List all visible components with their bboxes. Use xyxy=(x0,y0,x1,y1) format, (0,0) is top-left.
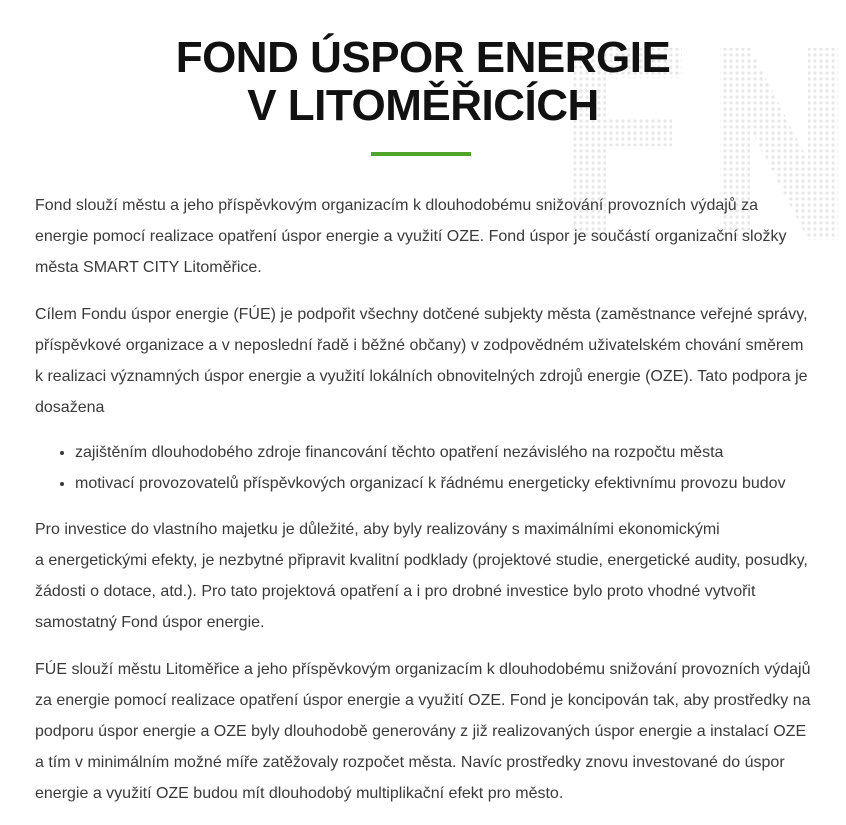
paragraph-intro xyxy=(35,190,815,283)
list-item-text: motivací provozovatelů příspěvkových organizací k řádnému energeticky efektivnímu provozu budov xyxy=(75,475,786,492)
text-line: energie a využití OZE budou mít dlouhodobý multiplikační efekt pro město. xyxy=(35,785,564,802)
page-title xyxy=(0,34,846,130)
text-line: města SMART CITY Litoměřice. xyxy=(35,259,262,276)
text-line: energie pomocí realizace opatření úspor energie a využití OZE. Fond úspor je součástí organizační složky xyxy=(35,228,787,245)
text-line: podporu úspor energie a OZE byly dlouhodobě generovány z již realizovaných úspor energie a instalací OZE xyxy=(35,723,807,740)
paragraph-fue xyxy=(35,654,815,809)
text-line: samostatný Fond úspor energie. xyxy=(35,614,265,631)
title-divider xyxy=(371,152,471,156)
list-item xyxy=(75,468,815,499)
text-line: žádosti o dotace, atd.). Pro tato projektová opatření a i pro drobné investice bylo proto vhodné vytvořit xyxy=(35,583,756,600)
text-line: k realizaci významných úspor energie a využití lokálních obnovitelných zdrojů energie (OZE). Tato podpora je xyxy=(35,368,808,385)
article-body xyxy=(35,190,815,825)
paragraph-goal xyxy=(35,299,815,423)
list-item-text: zajištěním dlouhodobého zdroje financování těchto opatření nezávislého na rozpočtu města xyxy=(75,444,724,461)
text-line: Pro investice do vlastního majetku je důležité, aby byly realizovány s maximálními ekonomickými xyxy=(35,521,720,538)
text-line: dosažena xyxy=(35,399,105,416)
list-item xyxy=(75,437,815,468)
text-line: FÚE slouží městu Litoměřice a jeho příspěvkovým organizacím k dlouhodobému snižování provozních výdajů xyxy=(35,661,811,678)
text-line: Fond slouží městu a jeho příspěvkovým organizacím k dlouhodobému snižování provozních výdajů za xyxy=(35,197,759,214)
page-title-line-1: FOND ÚSPOR ENERGIE xyxy=(175,33,671,82)
text-line: a energetickými efekty, je nezbytné připravit kvalitní podklady (projektové studie, energetické audity, posudky, xyxy=(35,552,808,569)
text-line: Cílem Fondu úspor energie (FÚE) je podpořit všechny dotčené subjekty města (zaměstnance veřejné správy, xyxy=(35,306,808,323)
goal-list xyxy=(35,437,815,499)
text-line: za energie pomocí realizace opatření úspor energie a využití OZE. Fond je koncipován tak, aby prostředky na xyxy=(35,692,811,709)
text-line: a tím v minimálním možné míře zatěžovaly rozpočet města. Navíc prostředky znovu investované do úspor xyxy=(35,754,785,771)
paragraph-investments xyxy=(35,514,815,638)
text-line: příspěvkové organizace a v neposlední řadě i běžné občany) v zodpovědném uživatelském chování směrem xyxy=(35,337,804,354)
page-title-line-2: V LITOMĚŘICÍCH xyxy=(247,81,599,130)
